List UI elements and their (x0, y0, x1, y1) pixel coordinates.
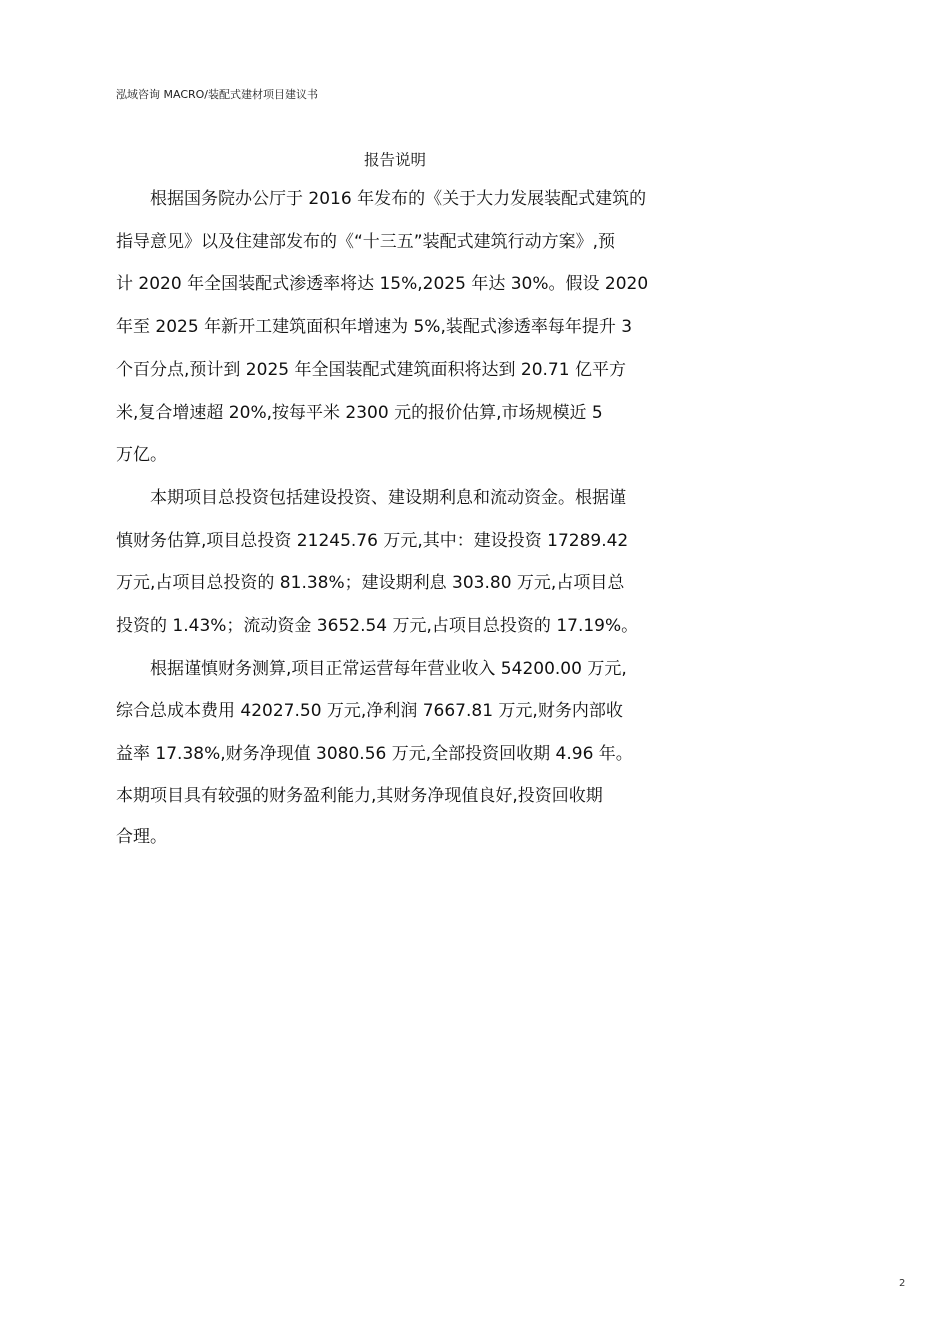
paragraph-line: 万元,占项目总投资的 81.38%；建设期利息 303.80 万元,占项目总 (116, 573, 625, 593)
paragraph-line: 万亿。 (116, 445, 167, 465)
paragraph-line: 慎财务估算,项目总投资 21245.76 万元,其中：建设投资 17289.42 (116, 531, 629, 551)
paragraph-line: 益率 17.38%,财务净现值 3080.56 万元,全部投资回收期 4.96 年。 (116, 744, 633, 764)
paragraph-line: 年至 2025 年新开工建筑面积年增速为 5%,装配式渗透率每年提升 3 (116, 317, 633, 337)
paragraph-line: 个百分点,预计到 2025 年全国装配式建筑面积将达到 20.71 亿平方 (116, 360, 626, 380)
paragraph-line: 计 2020 年全国装配式渗透率将达 15%,2025 年达 30%。假设 2020 (116, 274, 649, 294)
paragraph-line: 综合总成本费用 42027.50 万元,净利润 7667.81 万元,财务内部收 (116, 701, 623, 721)
paragraph-line: 本期项目总投资包括建设投资、建设期利息和流动资金。根据谨 (150, 488, 626, 508)
paragraph-line: 本期项目具有较强的财务盈利能力,其财务净现值良好,投资回收期 (116, 786, 603, 806)
paragraph-line: 根据国务院办公厅于 2016 年发布的《关于大力发展装配式建筑的 (150, 189, 647, 209)
section-title: 报告说明 (363, 151, 426, 169)
paragraph-line: 指导意见》以及住建部发布的《“十三五”装配式建筑行动方案》,预 (116, 232, 616, 252)
paragraph-line: 米,复合增速超 20%,按每平米 2300 元的报价估算,市场规模近 5 (116, 403, 603, 423)
page-number: 2 (899, 1278, 906, 1289)
paragraph-line: 投资的 1.43%；流动资金 3652.54 万元,占项目总投资的 17.19%。 (116, 616, 639, 636)
running-header: 泓域咨询 MACRO/装配式建材项目建议书 (116, 88, 319, 101)
paragraph-line: 合理。 (116, 827, 167, 847)
paragraph-line: 根据谨慎财务测算,项目正常运营每年营业收入 54200.00 万元, (150, 659, 627, 679)
